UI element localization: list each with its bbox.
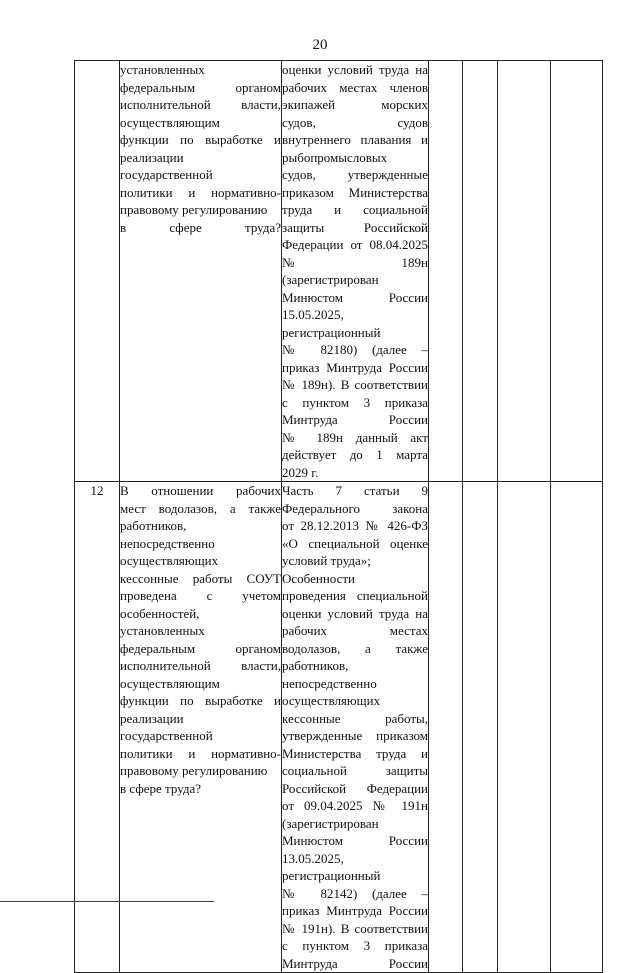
basis-line: рабочих местах членов — [282, 79, 428, 95]
question-line: в сфере труда? — [120, 780, 202, 796]
basis-line: (зарегистрирован — [282, 272, 379, 287]
basis-line: Минюстом России — [282, 833, 428, 848]
question-line: непосредственно — [120, 535, 215, 551]
empty-cell — [498, 482, 551, 973]
basis-line: кессонные работы, — [282, 710, 428, 726]
question-line: реализации — [120, 149, 184, 165]
basis-line: экипажей морских — [282, 97, 428, 112]
basis-line: осуществляющих — [282, 693, 381, 708]
footnote-separator — [0, 901, 214, 902]
question-line: государственной — [120, 728, 213, 743]
table-row — [75, 61, 603, 482]
question-line: осуществляющим — [120, 114, 220, 130]
basis-line: Минтруда России — [282, 955, 428, 971]
question-line: мест водолазов, а также — [120, 500, 281, 516]
basis-line: оценки условий труда на — [282, 62, 428, 77]
question-line: проведена с учетом — [120, 588, 281, 603]
empty-cell — [463, 61, 498, 482]
basis-line: № 189н). В соответствии — [282, 377, 428, 392]
basis-line: от 28.12.2013 № 426-ФЗ — [282, 518, 428, 533]
basis-line: Российской Федерации — [282, 780, 428, 796]
basis-line: социальной защиты — [282, 763, 428, 778]
empty-cell — [551, 61, 603, 482]
basis-line: № 189н данный акт — [282, 429, 428, 445]
question-cell — [120, 482, 282, 973]
basis-line: непосредственно — [282, 675, 377, 691]
basis-line: регистрационный — [282, 324, 381, 340]
basis-line: действует до 1 марта — [282, 447, 428, 462]
legal-basis-cell — [282, 482, 429, 973]
question-line: исполнительной власти, — [120, 97, 281, 112]
basis-line: оценки условий труда на — [282, 605, 428, 621]
basis-line: № 82142) (далее – — [282, 885, 428, 901]
basis-line: внутреннего плавания и — [282, 132, 428, 147]
question-line: установленных — [120, 623, 205, 638]
basis-line: 13.05.2025, — [282, 850, 344, 866]
question-line: в сфере труда? — [120, 219, 281, 235]
legal-basis-cell — [282, 61, 429, 482]
empty-cell — [429, 61, 463, 482]
basis-line: № 189н — [282, 254, 428, 270]
basis-line: 2029 г. — [282, 464, 319, 480]
basis-line: приказом Министерства — [282, 184, 428, 200]
question-line: правовому регулированию — [120, 763, 268, 778]
basis-line: от 09.04.2025 № 191н — [282, 798, 428, 813]
question-line: реализации — [120, 710, 184, 726]
basis-line: Федерального закона — [282, 500, 428, 516]
question-line: кессонные работы СОУТ — [120, 570, 281, 586]
page-number: 20 — [312, 37, 328, 53]
row-number-cell: 12 — [75, 482, 120, 973]
basis-line: Часть 7 статьи 9 — [282, 483, 428, 498]
basis-line: с пунктом 3 приказа — [282, 394, 428, 410]
basis-line: проведения специальной — [282, 588, 428, 603]
basis-line: регистрационный — [282, 868, 381, 883]
basis-line: труда и социальной — [282, 202, 428, 217]
table-row — [75, 482, 603, 973]
basis-line: условий труда»; — [282, 553, 371, 568]
question-line: установленных — [120, 62, 205, 77]
basis-line: приказ Минтруда России — [282, 903, 428, 918]
question-cell — [120, 61, 282, 482]
empty-cell — [498, 61, 551, 482]
basis-line: «О специальной оценке — [282, 535, 428, 551]
question-line: федеральным органом — [120, 79, 281, 95]
question-line: правовому регулированию — [120, 202, 268, 217]
basis-line: защиты Российской — [282, 219, 428, 235]
question-line: В отношении рабочих — [120, 483, 281, 498]
question-line: особенностей, — [120, 605, 200, 621]
basis-line: Министерства труда и — [282, 745, 428, 761]
basis-line: (зарегистрирован — [282, 815, 379, 831]
question-line: функции по выработке и — [120, 693, 281, 708]
basis-line: приказ Минтруда России — [282, 359, 428, 375]
question-line: исполнительной власти, — [120, 658, 281, 673]
question-line: осуществляющих — [120, 553, 219, 568]
basis-line: Федерации от 08.04.2025 — [282, 237, 428, 252]
empty-cell — [463, 482, 498, 973]
row-number-cell — [75, 61, 120, 482]
empty-cell — [429, 482, 463, 973]
question-line: функции по выработке и — [120, 132, 281, 147]
basis-line: Минюстом России — [282, 289, 428, 305]
basis-line: рыбопромысловых — [282, 149, 388, 165]
basis-line: судов, утвержденные — [282, 167, 428, 182]
basis-line: рабочих местах — [282, 623, 428, 638]
question-line: политики и нормативно- — [120, 184, 281, 200]
requirements-table — [74, 60, 603, 973]
basis-line: Минтруда России — [282, 412, 428, 427]
question-line: осуществляющим — [120, 675, 220, 691]
question-line: работников, — [120, 518, 187, 533]
basis-line: № 191н). В соответствии — [282, 920, 428, 936]
basis-line: Особенности — [282, 570, 356, 586]
question-line: федеральным органом — [120, 640, 281, 656]
basis-line: утвержденные приказом — [282, 728, 428, 743]
basis-line: водолазов, а также — [282, 640, 428, 656]
basis-line: 15.05.2025, — [282, 307, 344, 322]
empty-cell — [551, 482, 603, 973]
basis-line: с пунктом 3 приказа — [282, 938, 428, 953]
question-line: политики и нормативно- — [120, 745, 281, 761]
basis-line: № 82180) (далее – — [282, 342, 428, 357]
basis-line: работников, — [282, 658, 349, 673]
basis-line: судов, судов — [282, 114, 428, 130]
question-line: государственной — [120, 167, 213, 182]
